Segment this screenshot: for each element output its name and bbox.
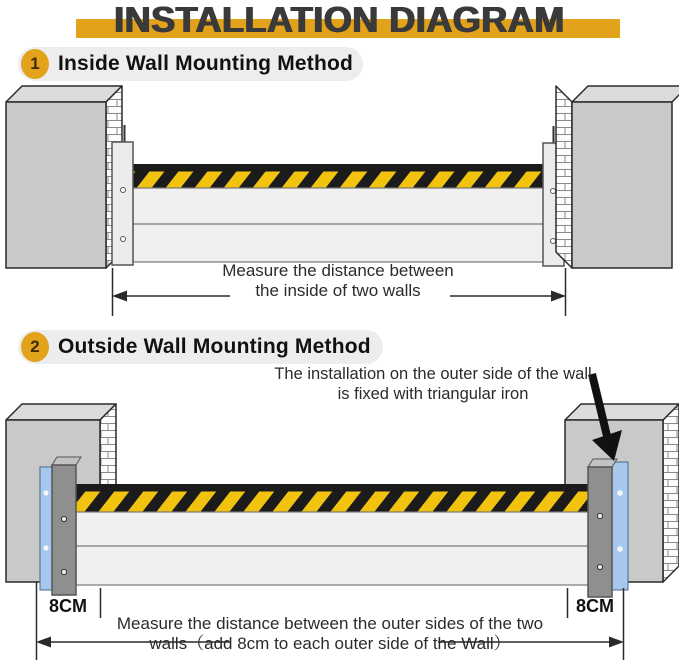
- section2-number-badge: 2: [21, 332, 49, 362]
- left-triangular-iron: [40, 467, 52, 590]
- callout-line1: The installation on the outer side of the wall: [274, 365, 592, 383]
- left-mounting-channel: [52, 457, 81, 595]
- outside-measure-line2: walls（add 8cm to each outer side of the Wall）: [149, 634, 511, 653]
- inside-measure-line1: Measure the distance between: [222, 261, 454, 280]
- outside-measure-line1: Measure the distance between the outer sides of the two: [116, 614, 544, 633]
- inside-measure-note: [178, 261, 498, 301]
- left-arrowhead-icon: [112, 291, 127, 302]
- barrier-plank: [76, 484, 590, 585]
- right-arrowhead-icon: [609, 637, 624, 648]
- hazard-stripe-band: [133, 171, 544, 188]
- callout-line2: is fixed with triangular iron: [337, 384, 529, 403]
- section2-title: Outside Wall Mounting Method: [58, 335, 371, 358]
- right-offset-label: 8CM: [575, 596, 614, 616]
- right-arrowhead-icon: [551, 291, 566, 302]
- right-wall: [556, 86, 679, 268]
- left-offset-label: 8CM: [48, 596, 87, 616]
- section2-header: [18, 330, 371, 364]
- left-wall: [6, 86, 122, 268]
- left-arrowhead-icon: [36, 637, 51, 648]
- right-mounting-channel: [588, 459, 617, 597]
- left-mounting-plate: [112, 125, 133, 265]
- section1-number-badge: 1: [21, 49, 49, 79]
- outer-fix-callout: [255, 365, 611, 404]
- page-title: INSTALLATION DIAGRAM: [114, 0, 565, 40]
- section1-header: [18, 47, 353, 81]
- outside-measure-note: [75, 614, 585, 654]
- hazard-stripe-band: [76, 491, 590, 512]
- inside-measure-line2: the inside of two walls: [255, 281, 421, 300]
- section1-title: Inside Wall Mounting Method: [58, 52, 354, 75]
- barrier-plank: [133, 164, 544, 262]
